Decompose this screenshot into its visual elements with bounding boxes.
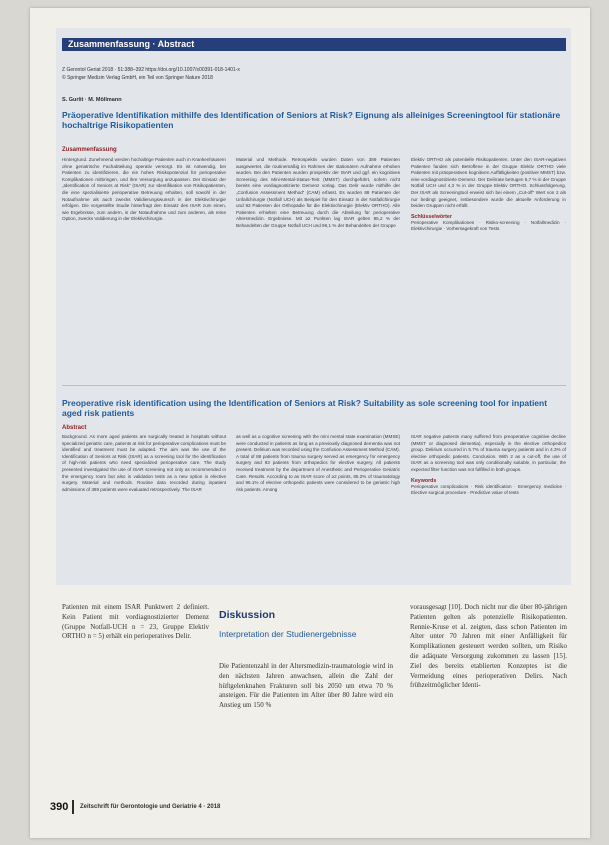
english-col3-text: ISAR negative patients many suffered from preoperative cognitive decline (MMST or diagnosed dementia), especially in the elective orthopedics group. Delirium occurred in 5.7% of trauma surgery patients and in 4.3% of elective orthopedic patients. Conclusion. With 2 as a cut-off, the use of ISAR as a screening tool was only conditionally suitable, in particular, the expected filter function was not fulfilled in both groups. <box>411 434 566 472</box>
body-col2: Die Patientenzahl in der Altersmedizin-traumatologie wird in den nächsten Jahren anwachsen, allein die Zahl der hüftgelenknahen Frakturen soll bis 2050 um etwa 70 % ansteigen. Für die Patienten im Alter über 80 Jahre wird ein Anstieg um 150 % <box>219 662 393 710</box>
german-keywords: Perioperative Komplikationen · Risiko-screening · Notfallmedizin · Elektivchirurgie · Vorhersagekraft von Tests <box>411 219 566 232</box>
body-col3: vorausgesagt [10]. Doch nicht nur die über 80-jährigen Patienten gelten als potenzielle Risikopatienten. Rennie-Kruse et al. zeigten, dass schon Patienten im Alter unter 70 Jahren mit einer Anfälligkeit für Komplikationen gesteuert werden sollten, um Risiko die adäquate Versorgung zukommen zu lassen [15]. Ziel des bereits etablierten Konzeptes ist die Vermeidung eines perioperativen Delirs. Nach frühzeitmöglicher Identi- <box>410 603 567 690</box>
english-keywords-label: Keywords <box>411 477 437 484</box>
abstract-divider <box>62 385 566 386</box>
journal-footer: Zeitschrift für Gerontologie und Geriatrie 4 · 2018 <box>80 804 221 810</box>
footer-divider <box>72 800 74 814</box>
section-header: Zusammenfassung · Abstract <box>62 38 566 51</box>
german-abstract-col2: Material und Methode. Retrospektiv wurden Daten von 389 Patienten ausgewertet, die routinemäßig im Rahmen der stationären Aufnahme erhoben wurden. Bei den Patienten wurden prospektiv der ISAR und ggf. ein kognitives Screening des Mini-Mental-Status-Test (MMST) durchgeführt, sofern nicht bereits eine vordiagnostizierte Demenz vorlag. Das Delir wurde mithilfe der „Confusion Assessment Method“ (CAM) erfasst. Es wurden 88 Patienten der Unfallchirurgie (Notfall UCH) als Beispiel für den Einsatz in der Notfallchirurgie und 93 Patienten der Orthopädie für die Elektivchirurgie (Elektiv ORTHO). Alle Patienten erhielten eine Betreuung durch die Abteilung für perioperative Altersmedizin. Ergebnisse. Mit ≥2 Punkten lag ISAR gelten 85,2 % der Behandelten der Gruppe Notfall UCH und 96,1 % der Behandelten der Gruppe <box>236 157 400 228</box>
publisher-line: © Springer Medizin Verlag GmbH, ein Teil von Springer Nature 2018 <box>62 75 213 81</box>
english-keywords: Perioperative complications · Risk identification · Emergency medicine · Elective surgical procedure · Predictive value of tests <box>411 483 566 496</box>
english-abstract-col3 <box>411 434 566 497</box>
page-number: 390 <box>50 801 69 813</box>
authors: S. Gurlit · M. Möllmann <box>62 97 122 103</box>
diskussion-subheading: Interpretation der Studienergebnisse <box>219 629 357 639</box>
english-abstract-col1: Background. As more aged patients are surgically treated in hospitals without specialized geriatric care, patients at risk for perioperative complications must be identified and treatment must be adapted. The aim was the use of the Identification of Seniors at Risk (ISAR) as a screening tool for the identification of high-risk patients who need specialized perioperative care. The study presented investigated the use of ISAR screening not only as recommended in the emergency room but also in validation tests as a new option in elective surgery. Material and methods. Routine data recorded during inpatient admissions of 389 patients were evaluated retrospectively. The ISAR <box>62 434 226 492</box>
german-keywords-label: Schlüsselwörter <box>411 213 452 220</box>
german-abstract-col3 <box>411 157 566 233</box>
english-abstract-label: Abstract <box>62 425 87 431</box>
german-title: Präoperative Identifikation mithilfe des Identification of Seniors at Risk? Eignung als alleiniges Screeningtool für stationäre hochaltrige Risikopatienten <box>62 110 561 130</box>
german-abstract-label: Zusammenfassung <box>62 147 117 153</box>
english-title: Preoperative risk identification using the Identification of Seniors at Risk? Suitability as sole screening tool for inpatient aged risk patients <box>62 398 548 418</box>
body-col1: Patienten mit einem ISAR Punktwert 2 definiert. Kein Patient mit vordiagnostizierter Demenz (Gruppe Notfall-UCH n = 23, Gruppe Elektiv ORTHO n = 5) erhält ein perioperatives Delir. <box>62 603 209 641</box>
english-abstract-col2: as well as a cognitive screening with the mini mental state examination (MMSE) were conducted in patients as long as a previously diagnosed dementia was not present. Delirium was recorded using the Confusion Assessment Method (CAM). A total of 88 patients from trauma surgery served as emergency for emergency surgery and 93 patients from orthopedics for elective surgery. All patients received treatment by the department of Anesthetic and Perioperative Geriatric Care. Results. According to an ISAR score of ≥2 points, 85.2% of traumatology and 96.1% of elective orthopedic patients were considered to be geriatric high risk patients. Among <box>236 434 400 492</box>
citation-line: Z Gerontol Geriat 2018 · 51:388–392 https://doi.org/10.1007/s00391-018-1401-x <box>62 67 240 73</box>
diskussion-heading: Diskussion <box>219 609 276 621</box>
german-abstract-col1: Hintergrund. Zunehmend werden hochaltrige Patienten auch in Krankenhäusern ohne geriatrische Fachabteilung operativ versorgt. Es ist notwendig, bei Patienten zu identifizieren, die ein hohes Risikopotenzial für perioperative Komplikationen mitbringen, und ihre Versorgung anzupassen. Der Einsatz der „Identification of Seniors at Risk“ (ISAR) zur Identifikation von Risikopatienten, die eine spezialisierte perioperative Betreuung erhalten, soll sowohl in der Notaufnahme als auch zwecks Validierungswunsch in der Elektivchirurgie erfolgen. Die vorgestellte Studie hinterfragt den Einsatz des ISAR zum einen, wie Ergebnisse, zum andern, in der Notaufnahme und zum anderen, als reine Option, zwecks Validierung in der Elektivchirurgie. <box>62 157 226 222</box>
german-col3-text: Elektiv ORTHO als potentielle Risikopatienten. Unter den ISAR-negativen Patienten fanden sich Betroffene in der Gruppe Elektiv ORTHO viele Patienten mit präoperativen kognitiven Auffälligkeiten (positiver MMST) bzw. eine vordiagnostizierte Demenz. Der Delirrate betrugen 5,7 % in der Gruppe Notfall UCH und 4,3 % in der Gruppe Elektiv ORTHO. Schlussfolgerung. Der ISAR als Screeningtool erweist sich bei einem „Cut-off“ Wert von 2 als nur bedingt geeignet, insbesondere wurde die aktuelle Anforderung in beiden Gruppen nicht erfüllt. <box>411 157 566 209</box>
